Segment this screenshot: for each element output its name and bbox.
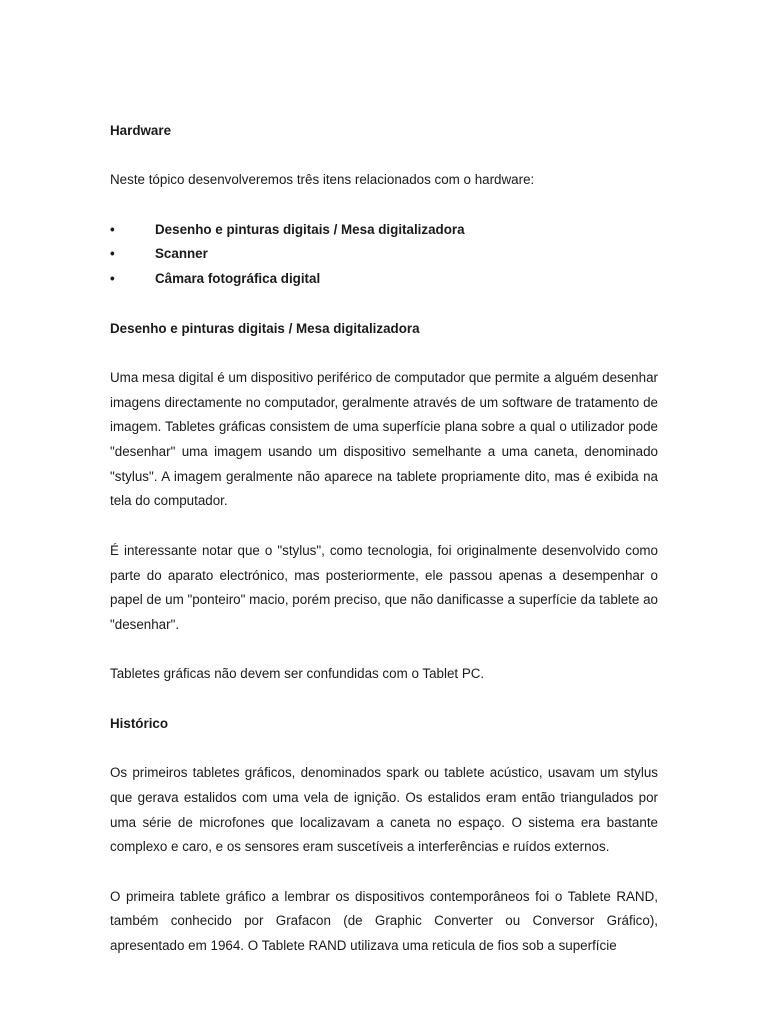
spacer xyxy=(110,292,658,317)
topic-list xyxy=(110,218,658,292)
list-item-label: Scanner xyxy=(155,246,208,262)
paragraph-stylus: É interessante notar que o "stylus", como tecnologia, foi originalmente desenvolvido como parte do aparato electrónico, mas posteriormente, ele passou apenas a desempenhar o papel de um "ponteiro" macio, porém preciso, que não danificasse a superfície da tablete ao "desenhar". xyxy=(110,542,658,632)
document-page xyxy=(110,119,658,959)
list-item xyxy=(110,242,658,267)
bullet-symbol: • xyxy=(110,246,115,262)
spacer xyxy=(110,860,658,885)
paragraph-primeiros-tabletes: Os primeiros tabletes gráficos, denominados spark ou tablete acústico, usavam um stylus que gerava estalidos com uma vela de ignição. Os estalidos eram então triangulados por uma série de microfones que localizavam a caneta no espaço. O sistema era bastante complexo e caro, e os sensores eram suscetíveis a interferências e ruídos externos. xyxy=(110,765,658,855)
spacer xyxy=(110,638,658,663)
spacer xyxy=(110,514,658,539)
list-item xyxy=(110,267,658,292)
spacer xyxy=(110,736,658,761)
heading-desenho: Desenho e pinturas digitais / Mesa digitalizadora xyxy=(110,320,420,336)
intro-text: Neste tópico desenvolveremos três itens relacionados com o hardware: xyxy=(110,172,535,188)
list-item xyxy=(110,218,658,243)
heading-historico: Histórico xyxy=(110,715,169,731)
list-item-label: Câmara fotográfica digital xyxy=(155,271,321,287)
spacer xyxy=(110,193,658,218)
spacer xyxy=(110,687,658,712)
bullet-symbol: • xyxy=(110,271,115,287)
list-item-label: Desenho e pinturas digitais / Mesa digitalizadora xyxy=(155,221,465,237)
paragraph-tablet-pc: Tabletes gráficas não devem ser confundidas com o Tablet PC. xyxy=(110,666,485,682)
spacer xyxy=(110,144,658,169)
paragraph-mesa-digital: Uma mesa digital é um dispositivo periférico de computador que permite a alguém desenhar imagens directamente no computador, geralmente através de um software de tratamento de imagem. Tabletes gráficas consistem de uma superfície plana sobre a qual o utilizador pode "desenhar" uma imagem usando um dispositivo semelhante a uma caneta, denominado "stylus". A imagem geralmente não aparece na tablete propriamente dito, mas é exibida na tela do computador. xyxy=(110,369,658,509)
heading-hardware: Hardware xyxy=(110,123,172,138)
bullet-symbol: • xyxy=(110,221,115,237)
spacer xyxy=(110,341,658,366)
paragraph-tablete-rand: O primeira tablete gráfico a lembrar os dispositivos contemporâneos foi o Tablete RAND, também conhecido por Grafacon (de Graphic Converter ou Conversor Gráfico), apresentado em 1964. O Tablete RAND utilizava uma reticula de fios sob a superfície xyxy=(110,888,658,954)
